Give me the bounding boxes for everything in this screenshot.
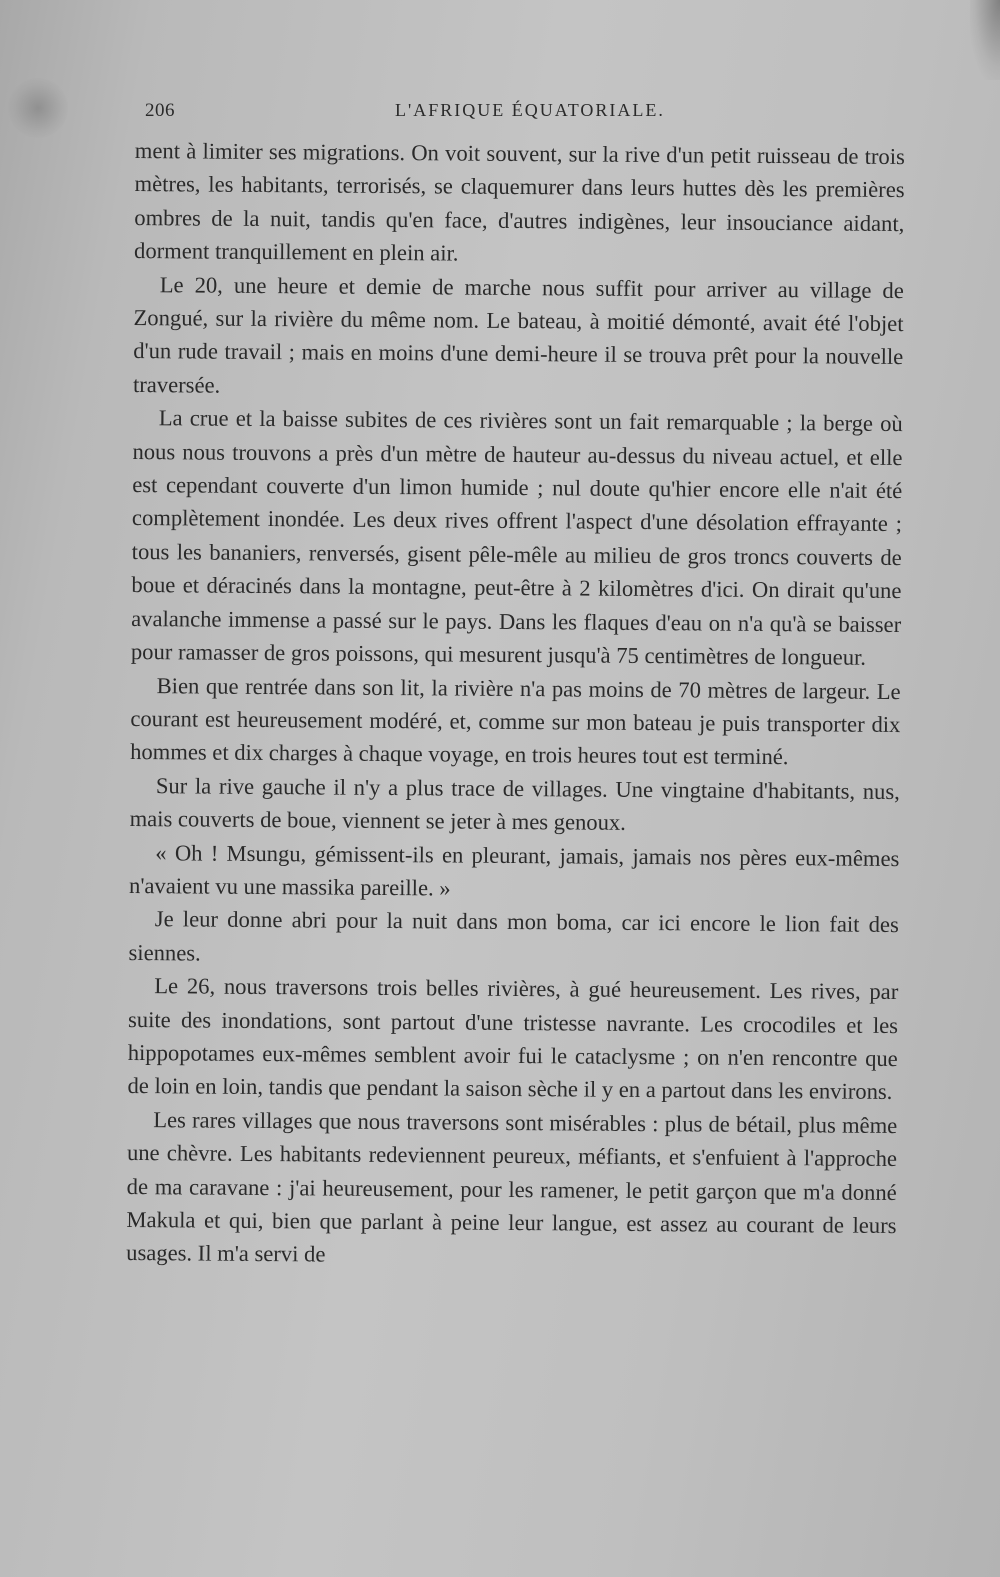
paragraph-6: « Oh ! Msungu, gémissent-ils en pleurant, jamais, jamais nos pères eux-mêmes n'avaient vu une massika pareille. » bbox=[129, 839, 900, 901]
page-number: 206 bbox=[145, 100, 175, 121]
paragraph-8: Le 26, nous traversons trois belles rivières, à gué heureusement. Les rives, par suite des inondations, sont partout d'une tristesse navrante. Les crocodiles et les hippopotames eux-mêmes semblent avoir fui le cataclysme ; on n'en rencontre que de loin en loin, tandis que pendant la saison sèche il y en a partout dans les environs. bbox=[127, 973, 899, 1105]
running-title: L'AFRIQUE ÉQUATORIALE. bbox=[395, 100, 665, 120]
paragraph-2: Le 20, une heure et demie de marche nous suffit pour arriver au village de Zongué, sur la rivière du même nom. Le bateau, à moitié démonté, avait été l'objet d'un rude travail ; mais en moins d'une demi-heure il se trouva prêt pour la nouvelle traversée. bbox=[132, 271, 904, 398]
paragraph-7: Je leur donne abri pour la nuit dans mon boma, car ici encore le lion fait des siennes. bbox=[128, 906, 899, 966]
paragraph-3: La crue et la baisse subites de ces rivières sont un fait remarquable ; la berge où nous nous trouvons a près d'un mètre de hauteur au-dessus du niveau actuel, et elle est cependant couverte d'un limon humide ; nul doute qu'hier encore elle n'ait été complètement inondée. Les deux rives offrent l'aspect d'une désolation effrayante ; tous les bananiers, renversés, gisent pêle-mêle au milieu de gros troncs couverts de boue et déracinés dans la montagne, peut-être à 2 kilomètres d'ici. On dirait qu'une avalanche immense a passé sur le pays. Dans les flaques d'eau on n'a qu'à se baisser pour ramasser de gros poissons, qui mesurent jusqu'à 75 centimètres de longueur. bbox=[130, 405, 903, 670]
page-header bbox=[145, 100, 905, 126]
paragraph-4: Bien que rentrée dans son lit, la rivière n'a pas moins de 70 mètres de largeur. Le courant est heureusement modéré, et, comme sur mon bateau je puis transporter dix hommes et dix charges à chaque voyage, en trois heures tout est terminé. bbox=[130, 672, 901, 770]
paragraph-9: Les rares villages que nous traversons sont misérables : plus de bétail, plus même une chèvre. Les habitants redeviennent peureux, méfiants, et s'enfuient à l'approche de ma caravane : j'ai heureusement, pour les ramener, le petit garçon que m'a donné Makula et qui, bien que parlant à peine leur langue, est assez au courant de leurs usages. Il m'a servi de bbox=[126, 1106, 898, 1267]
paper-stain bbox=[8, 78, 68, 138]
body-text bbox=[126, 134, 905, 1276]
paper-stain-corner bbox=[970, 0, 1000, 80]
paragraph-1: ment à limiter ses migrations. On voit souvent, sur la rive d'un petit ruisseau de trois mètres, les habitants, terrorisés, se claquemurer dans leurs huttes dès les premières ombres de la nuit, tandis qu'en face, d'autres indigènes, leur insouciance aidant, dorment tranquillement en plein air. bbox=[133, 137, 905, 266]
paragraph-5: Sur la rive gauche il n'y a plus trace de villages. Une vingtaine d'habitants, nus, mais couverts de boue, viennent se jeter à mes genoux. bbox=[129, 772, 900, 836]
